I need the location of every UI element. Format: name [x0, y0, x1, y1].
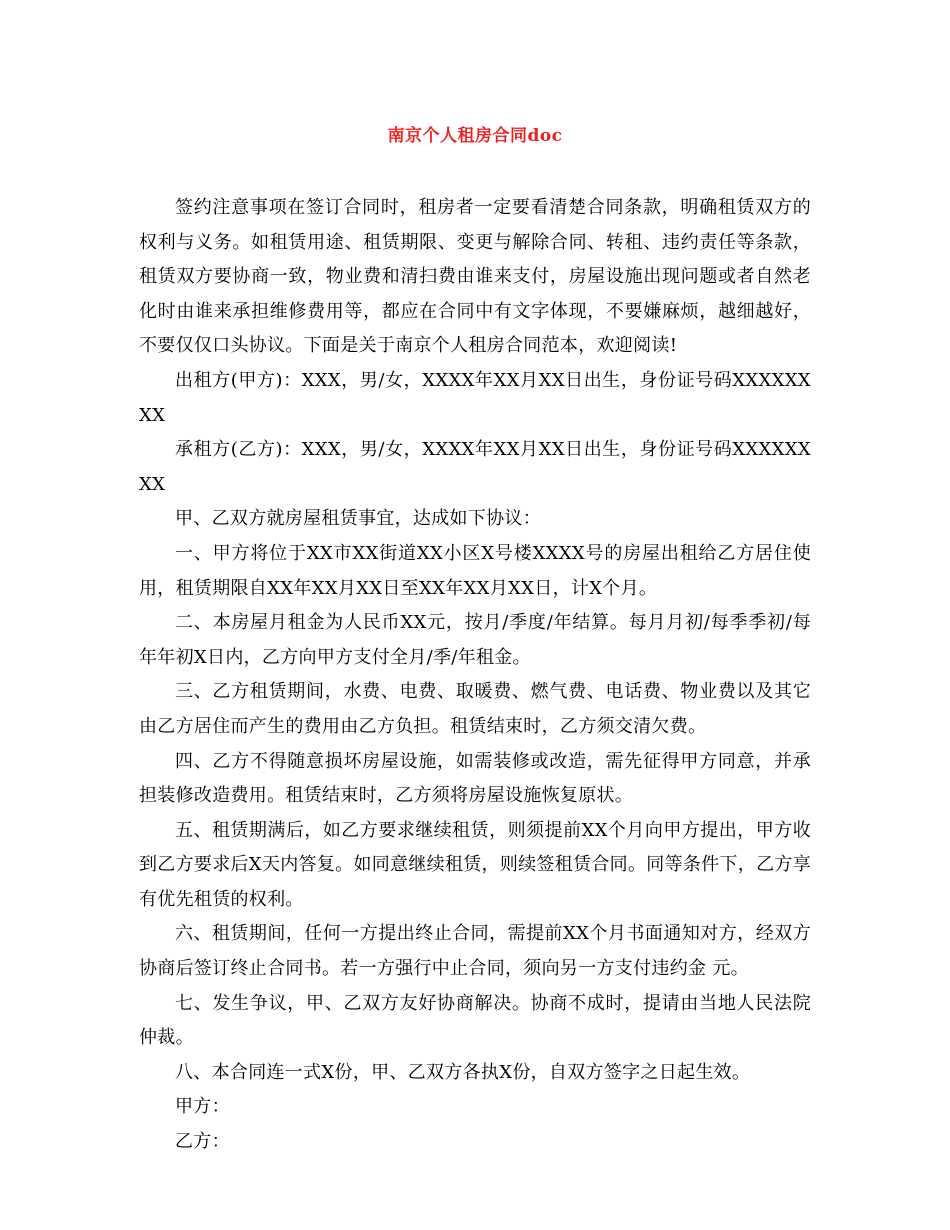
clause-2: 二、本房屋月租金为人民币XX元，按月/季度/年结算。每月月初/每季季初/每年年初X日内，乙方向甲方支付全月/季/年租金。 [139, 612, 811, 668]
clause-5: 五、租赁期满后，如乙方要求继续租赁，则须提前XX个月向甲方提出，甲方收到乙方要求后X天内答复。如同意继续租赁，则续签租赁合同。同等条件下，乙方享有优先租赁的权利。 [139, 819, 811, 910]
signature-party-a: 甲方： [175, 1096, 230, 1118]
agreement-intro: 甲、乙双方就房屋租赁事宜，达成如下协议： [175, 508, 541, 530]
signature-party-b: 乙方： [175, 1131, 230, 1153]
intro-paragraph: 签约注意事项在签订合同时，租房者一定要看清楚合同条款，明确租赁双方的权利与义务。如租赁用途、租赁期限、变更与解除合同、转租、违约责任等条款，租赁双方要协商一致，物业费和清扫费由谁来支付，房屋设施出现问题或者自然老化时由谁来承担维修费用等，都应在合同中有文字体现，不要嫌麻烦，越细越好，不要仅仅口头协议。下面是关于南京个人租房合同范本，欢迎阅读! [139, 197, 811, 357]
document-body [139, 191, 811, 1160]
clause-4: 四、乙方不得随意损坏房屋设施，如需装修或改造，需先征得甲方同意，并承担装修改造费用。租赁结束时，乙方须将房屋设施恢复原状。 [139, 750, 811, 807]
lessee-info: 承租方(乙方)：XXX，男/女，XXXX年XX月XX日出生，身份证号码XXXXXXXX [139, 439, 811, 495]
lessor-info: 出租方(甲方)：XXX，男/女，XXXX年XX月XX日出生，身份证号码XXXXXXXX [139, 369, 811, 426]
clause-3: 三、乙方租赁期间，水费、电费、取暖费、燃气费、电话费、物业费以及其它由乙方居住而产生的费用由乙方负担。租赁结束时，乙方须交清欠费。 [139, 681, 811, 737]
clause-7: 七、发生争议，甲、乙双方友好协商解决。协商不成时，提请由当地人民法院仲裁。 [139, 992, 811, 1049]
clause-1: 一、甲方将位于XX市XX街道XX小区X号楼XXXX号的房屋出租给乙方居住使用，租赁期限自XX年XX月XX日至XX年XX月XX日，计X个月。 [139, 542, 811, 599]
clause-6: 六、租赁期间，任何一方提出终止合同，需提前XX个月书面通知对方，经双方协商后签订终止合同书。若一方强行中止合同，须向另一方支付违约金 元。 [139, 923, 811, 980]
document-title: 南京个人租房合同doc [387, 126, 563, 146]
clause-8: 八、本合同连一式X份，甲、乙双方各执X份，自双方签字之日起生效。 [175, 1061, 751, 1083]
